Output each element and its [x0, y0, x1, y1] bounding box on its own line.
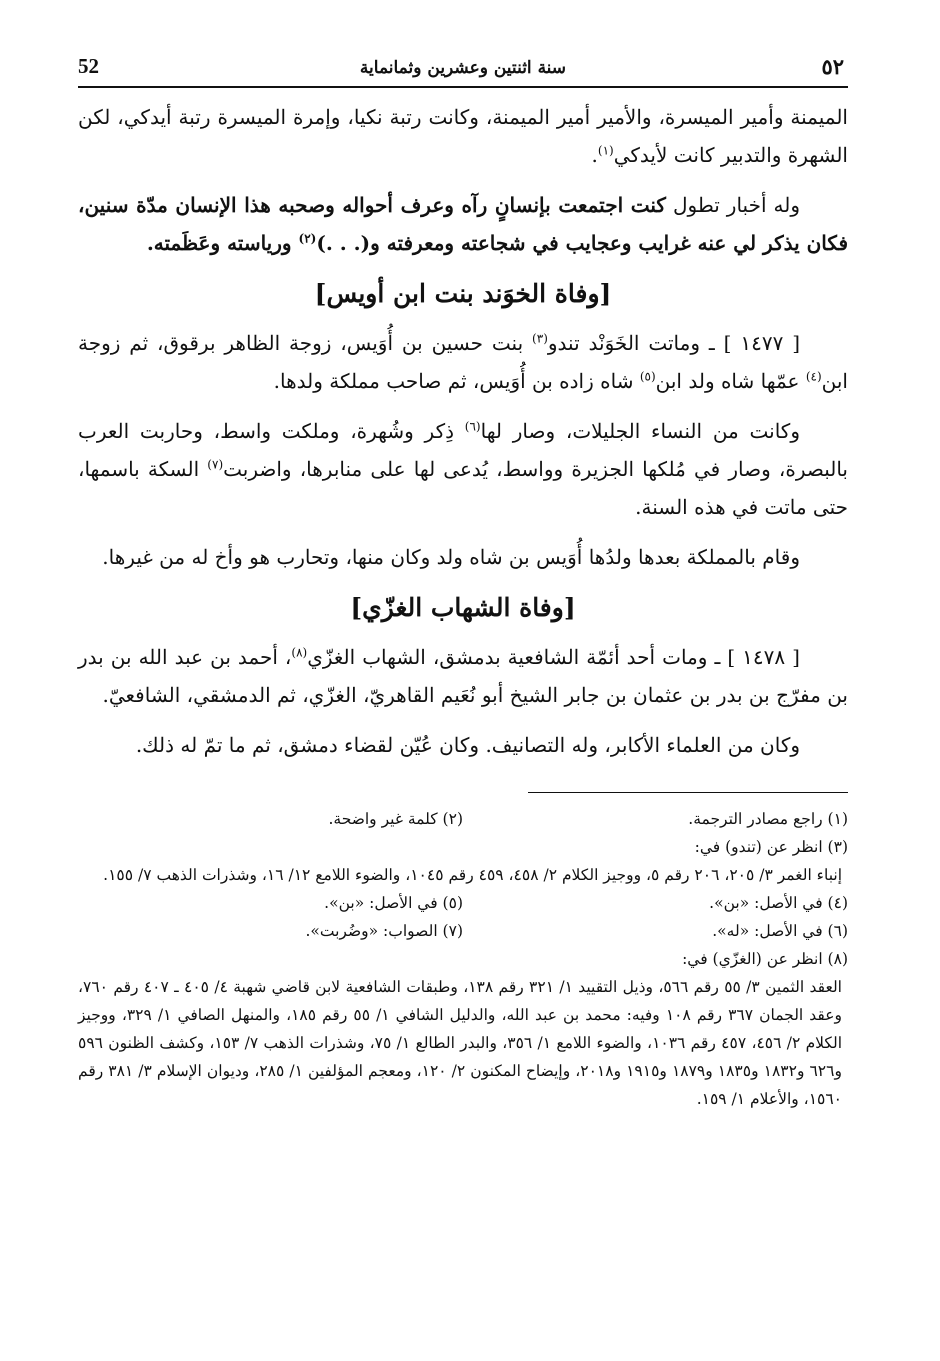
footnote-ref: (٧)	[207, 457, 224, 472]
footnote-ref: (٥)	[639, 369, 656, 384]
footnote-7: (٧) الصواب: «وضُربت».	[305, 922, 463, 940]
page-header	[78, 40, 848, 88]
book-page	[78, 40, 848, 1340]
footnote-ref: (٨)	[291, 645, 308, 660]
paragraph-reports: وله أخبار تطول كنت اجتمعت بإنسانٍ رآه وعرف أحواله وصحبه هذا الإنسان مدّة سنين، فكان يذكر لي عنه غرايب وعجايب في شجاعته ومعرفته و(. . .)$^{(٢)}$ ورياسته وعَظَمته.	[78, 193, 848, 255]
footnote-3-head: (٣) انظر عن (تندو) في:	[694, 838, 848, 856]
entry-1477: [ ١٤٧٧ ] ـ وماتت الخَوَنْد تندو$^{(٣)}$ بنت حسين بن أُوَيس، زوجة الظاهر برقوق، ثم زوجة ابن$^{(٤)}$ عمّها شاه ولد ابن$^{(٥)}$ شاه زاده بن أُوَيس، ثم صاحب مملكة ولدها.	[78, 331, 848, 393]
page-number-latin: 52	[78, 54, 99, 78]
page-number-arabic: ٥٢	[821, 54, 844, 79]
paragraph-biography: وكانت من النساء الجليلات، وصار لها$^{(٦)}$ ذِكر وشُهرة، وملكت واسط، وحاربت العرب بالبصرة، وصار في مُلكها الجزيرة وواسط، يُدعى لها على منابرها، واضربت$^{(٧)}$ السكة باسمها، حتى ماتت في هذه السنة.	[78, 419, 848, 519]
footnote-8-body: العقد الثمين ٣/ ٥٥ رقم ٥٦٦، وذيل التقييد ١/ ٣٢١ رقم ١٣٨، وطبقات الشافعية لابن قاضي شهبة ٤/ ٤٠٥ ـ ٤٠٧ رقم ٧٦٠، وعقد الجمان ٣٦٧ رقم ١٠٨ وفيه: محمد بن عبد الله، والدليل الشافي ١/ ٥٥ رقم ١٨٥، والمنهل الصافي ١/ ٣٢٩، ووجيز الكلام ٢/ ٤٥٦، ٤٥٧ رقم ١٠٣٦، والضوء اللامع ١/ ٣٥٦، والبدر الطالع ١/ ٧٥، وشذرات الذهب ٧/ ١٥٣، وكشف الظنون ٥٩٦ و٦٢٦ و١٨٣٢ و١٨٣٥ و١٨٧٩ و١٩١٥ و٢٠١٨، وإيضاح المكنون ٢/ ١٢٠، ومعجم المؤلفين ١/ ٢٨٥، وديوان الإسلام ٣/ ٣٨١ رقم ١٥٦٠، والأعلام ١/ ١٥٩.	[78, 978, 843, 1108]
main-text	[78, 98, 848, 764]
footnote-ref: (٦)	[464, 419, 481, 434]
paragraph-continuation: الميمنة وأمير الميسرة، والأمير أمير الميمنة، وكانت رتبة نكيا، وإمرة الميسرة رتبة أيدكي، لكن الشهرة والتدبير كانت لأيدكي$^{(١)}$.	[78, 105, 848, 167]
footnote-ref: (٣)	[532, 331, 548, 346]
section-heading: [وفاة الخوَند بنت ابن أويس]	[314, 279, 612, 308]
footnote-row	[78, 917, 848, 945]
paragraph-scholar: وكان من العلماء الأكابر، وله التصانيف. وكان عُيّن لقضاء دمشق، ثم ما تمّ له ذلك.	[135, 733, 800, 757]
footnote-row	[78, 889, 848, 917]
footnote-ref: (١)	[597, 143, 614, 158]
footnote-1: (١) راجع مصادر الترجمة.	[688, 810, 848, 828]
footnote-6: (٦) في الأصل: «له».	[712, 922, 848, 940]
footnote-3-body: إنباء الغمر ٣/ ٢٠٥، ٢٠٦ رقم ٥، ووجيز الكلام ٢/ ٤٥٨، ٤٥٩ رقم ١٠٤٥، والضوء اللامع ١٢/ ١٦، وشذرات الذهب ٧/ ١٥٥.	[103, 866, 842, 884]
footnote-8-head: (٨) انظر عن (الغزّي) في:	[682, 950, 848, 968]
footnote-5: (٥) في الأصل: «بن».	[324, 894, 463, 912]
footnotes	[78, 805, 848, 1113]
footnote-row	[78, 805, 848, 833]
paragraph-succession: وقام بالمملكة بعدها ولدُها أُوَيس بن شاه ولد وكان منها، وتحارب هو وأخ له من غيرها.	[102, 545, 800, 569]
running-title: سنة اثنتين وعشرين وثمانماية	[359, 58, 567, 78]
footnote-2: (٢) كلمة غير واضحة.	[328, 810, 463, 828]
footnote-divider	[528, 792, 848, 793]
section-heading: [وفاة الشهاب الغزّي]	[350, 593, 576, 622]
footnote-ref: (٢)	[298, 231, 317, 246]
footnote-ref: (٤)	[805, 369, 822, 384]
footnote-4: (٤) في الأصل: «بن».	[709, 894, 848, 912]
entry-1478: [ ١٤٧٨ ] ـ ومات أحد أئمّة الشافعية بدمشق، الشهاب الغزّي$^{(٨)}$، أحمد بن عبد الله بن بدر بن مفرّج بن بدر بن عثمان بن جابر الشيخ أبو نُعَيم القاهريّ، الغزّي، ثم الدمشقي، الشافعيّ.	[78, 645, 848, 707]
